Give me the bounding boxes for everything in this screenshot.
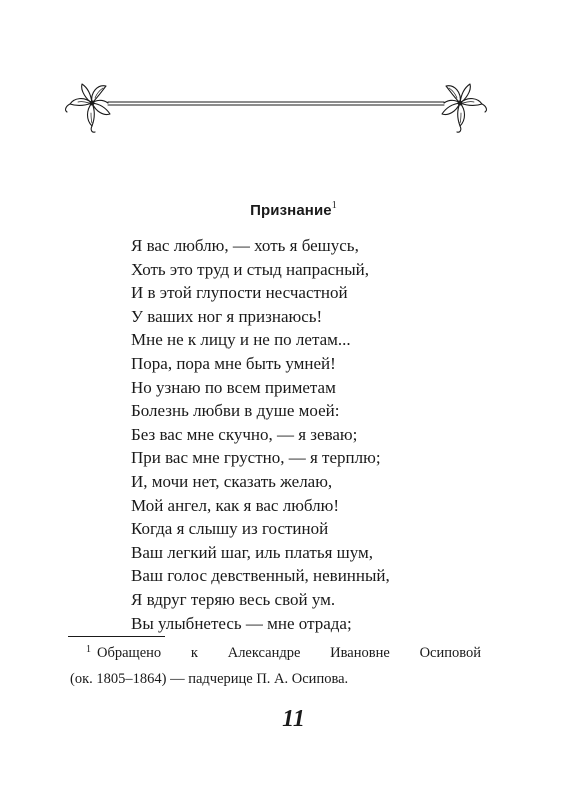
poem-line: Я вас люблю, — хоть я бешусь, bbox=[131, 236, 359, 255]
poem-title bbox=[0, 201, 587, 219]
poem-line: Ваш легкий шаг, иль платья шум, bbox=[131, 542, 374, 562]
poem-line: Я вдруг теряю весь свой ум. bbox=[131, 589, 336, 609]
poem-title-text: Признание bbox=[250, 202, 332, 219]
poem-line: Пора, пора мне быть умней! bbox=[131, 353, 336, 373]
poem-line: Когда я слышу из гостиной bbox=[131, 519, 329, 539]
poem-line: Болезнь любви в душе моей: bbox=[131, 401, 340, 421]
poem-body bbox=[131, 234, 390, 635]
poem-line: У ваших ног я признаюсь! bbox=[131, 306, 323, 326]
poem-line: Хоть это труд и стыд напрасный, bbox=[131, 259, 370, 279]
poem-line: При вас мне грустно, — я терплю; bbox=[131, 448, 381, 468]
page-number: 11 bbox=[282, 706, 305, 732]
title-footnote-mark: 1 bbox=[331, 200, 337, 211]
footnote-text-1: Обращено к Александре Ивановне Осиповой bbox=[97, 645, 481, 661]
poem-line: Вы улыбнетесь — мне отрада; bbox=[131, 613, 352, 633]
poem-line: Мне не к лицу и не по летам... bbox=[131, 330, 351, 350]
poem-line: Но узнаю по всем приметам bbox=[131, 377, 336, 397]
poem-line: Без вас мне скучно, — я зеваю; bbox=[131, 424, 358, 444]
footnote-line-2: (ок. 1805–1864) — падчерице П. А. Осипова. bbox=[70, 671, 349, 687]
footnote-divider bbox=[68, 636, 165, 637]
poem-line: И, мочи нет, сказать желаю, bbox=[131, 471, 333, 491]
footnote bbox=[70, 641, 481, 691]
footnote-line-1 bbox=[70, 641, 481, 667]
poem-line: Ваш голос девственный, невинный, bbox=[131, 566, 390, 586]
poem-line: И в этой глупости несчастной bbox=[131, 283, 348, 303]
footnote-mark: 1 bbox=[86, 644, 91, 655]
poem-line: Мой ангел, как я вас люблю! bbox=[131, 495, 339, 515]
floral-rule-ornament-icon bbox=[62, 78, 490, 136]
